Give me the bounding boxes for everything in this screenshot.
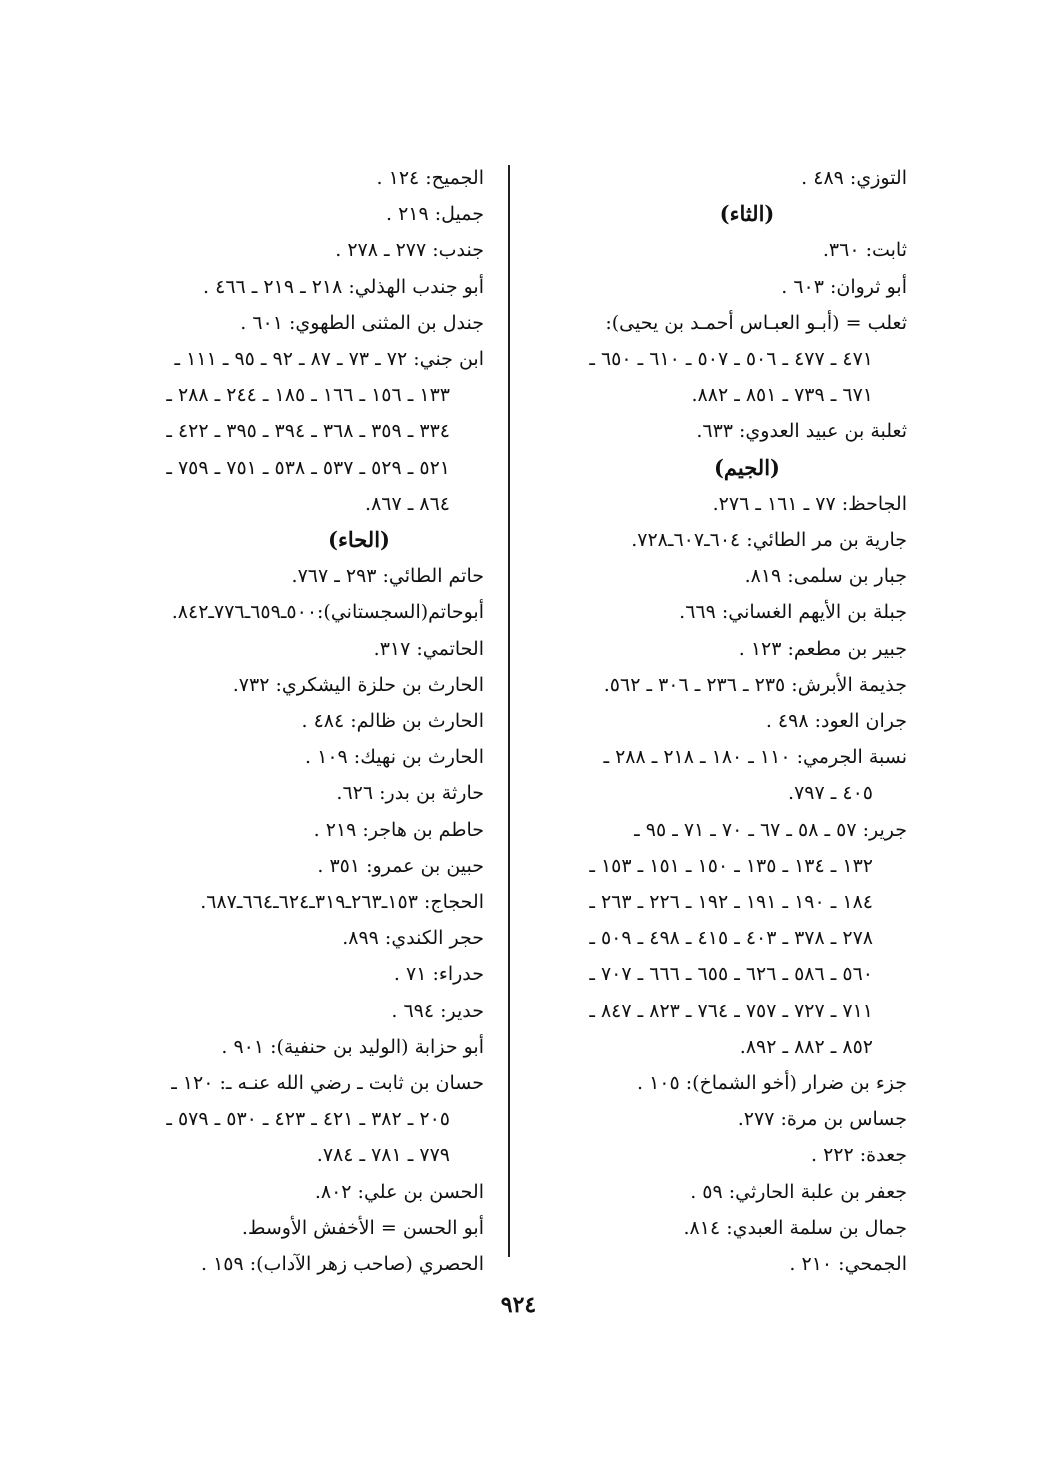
index-entry: جميل: ٢١٩ .	[385, 203, 484, 226]
index-entry: جران العود: ٤٩٨ .	[765, 710, 907, 733]
index-entry: الحارث بن ظالم: ٤٨٤ .	[301, 710, 484, 733]
index-entry: أبو حزابة (الوليد بن حنفية): ٩٠١ .	[221, 1035, 484, 1058]
index-entry-continuation: ٢٧٨ ـ ٣٧٨ ـ ٤٠٣ ـ ٤١٥ ـ ٤٩٨ ـ ٥٠٩ ـ	[589, 927, 873, 950]
index-entry: أبوحاتم(السجستاني):٥٠٠ـ٦٥٩ـ٧٧٦ـ٨٤٢.	[171, 601, 484, 624]
index-entry: الجمحي: ٢١٠ .	[789, 1253, 907, 1276]
index-entry: حبين بن عمرو: ٣٥١ .	[317, 854, 484, 877]
index-entry: حاتم الطائي: ٢٩٣ ـ ٧٦٧.	[291, 565, 484, 588]
index-entry-continuation: ٨٦٤ ـ ٨٦٧.	[365, 492, 450, 515]
index-entry: جبير بن مطعم: ١٢٣ .	[738, 637, 907, 660]
index-entry: أبو ثروان: ٦٠٣ .	[781, 275, 907, 298]
index-entry: جذيمة الأبرش: ٢٣٥ ـ ٢٣٦ ـ ٣٠٦ ـ ٥٦٢.	[603, 673, 907, 696]
index-entry-continuation: ٤٠٥ ـ ٧٩٧.	[788, 782, 873, 805]
column-divider	[508, 165, 510, 1257]
index-entry: الحارث بن نهيك: ١٠٩ .	[305, 746, 484, 769]
index-entry: حجر الكندي: ٨٩٩.	[342, 927, 484, 950]
index-entry: جزء بن ضرار (أخو الشماخ): ١٠٥ .	[636, 1072, 907, 1095]
index-entry: جارية بن مر الطائي: ٦٠٤ـ٦٠٧ـ٧٢٨.	[631, 529, 907, 552]
index-entry: أبو جندب الهذلي: ٢١٨ ـ ٢١٩ ـ ٤٦٦ .	[203, 275, 484, 298]
index-entry: جبلة بن الأيهم الغساني: ٦٦٩.	[679, 601, 907, 624]
index-entry-continuation: ٧٧٩ ـ ٧٨١ ـ ٧٨٤.	[316, 1144, 450, 1167]
index-entry: حدير: ٦٩٤ .	[391, 999, 484, 1022]
index-entry: جبار بن سلمى: ٨١٩.	[744, 565, 907, 588]
index-entry: حسان بن ثابت ـ رضي الله عنـه ـ: ١٢٠ ـ	[171, 1072, 484, 1095]
index-entry: حارثة بن بدر: ٦٢٦.	[336, 782, 484, 805]
index-entry: الحارث بن حلزة اليشكري: ٧٣٢.	[232, 673, 484, 696]
index-entry: الحسن بن علي: ٨٠٢.	[314, 1180, 484, 1203]
index-entry: ثابت: ٣٦٠.	[822, 239, 907, 262]
index-entry: أبو الحسن = الأخفش الأوسط.	[241, 1216, 484, 1239]
index-entry: جعدة: ٢٢٢ .	[811, 1144, 907, 1167]
index-entry: جعفر بن علبة الحارثي: ٥٩ .	[690, 1180, 907, 1203]
index-entry: الحجاج: ١٥٣ـ٢٦٣ـ٣١٩ـ٦٢٤ـ٦٦٤ـ٦٨٧.	[200, 891, 484, 914]
index-entry: الحاتمي: ٣١٧.	[373, 637, 484, 660]
index-entry-continuation: ٦٧١ ـ ٧٣٩ ـ ٨٥١ ـ ٨٨٢.	[691, 384, 873, 407]
index-entry-continuation: ٣٣٤ ـ ٣٥٩ ـ ٣٦٨ ـ ٣٩٤ ـ ٣٩٥ ـ ٤٢٢ ـ	[166, 420, 450, 443]
index-entry: الحصري (صاحب زهر الآداب): ١٥٩ .	[200, 1253, 484, 1276]
index-entry: ثعلبة بن عبيد العدوي: ٦٣٣.	[696, 420, 907, 443]
page-number: ٩٢٤	[500, 1292, 537, 1318]
index-entry: ثعلب = (أبـو العبـاس أحمـد بن يحيى):	[605, 311, 907, 334]
section-heading: (الجيم)	[714, 454, 780, 480]
index-entry: نسبة الجرمي: ١١٠ ـ ١٨٠ ـ ٢١٨ ـ ٢٨٨ ـ	[603, 746, 907, 769]
index-entry: جرير: ٥٧ ـ ٥٨ ـ ٦٧ ـ ٧٠ ـ ٧١ ـ ٩٥ ـ	[634, 818, 907, 841]
index-entry: جساس بن مرة: ٢٧٧.	[737, 1108, 907, 1131]
index-entry-continuation: ٥٦٠ ـ ٥٨٦ ـ ٦٢٦ ـ ٦٥٥ ـ ٦٦٦ ـ ٧٠٧ ـ	[589, 963, 873, 986]
index-entry-continuation: ٢٠٥ ـ ٣٨٢ ـ ٤٢١ ـ ٤٢٣ ـ ٥٣٠ ـ ٥٧٩ ـ	[166, 1108, 450, 1131]
index-entry: حاطم بن هاجر: ٢١٩ .	[313, 818, 484, 841]
index-entry: جندل بن المثنى الطهوي: ٦٠١ .	[240, 311, 484, 334]
section-heading: (الحاء)	[328, 527, 390, 553]
index-entry: الجاحظ: ٧٧ ـ ١٦١ ـ ٢٧٦.	[712, 492, 907, 515]
index-column-left	[104, 160, 484, 1282]
index-entry: حدراء: ٧١ .	[393, 963, 484, 986]
index-entry-continuation: ٤٧١ ـ ٤٧٧ ـ ٥٠٦ ـ ٥٠٧ ـ ٦١٠ ـ ٦٥٠ ـ	[589, 348, 873, 371]
section-heading: (الثاء)	[719, 201, 775, 227]
index-entry: جمال بن سلمة العبدي: ٨١٤.	[683, 1216, 907, 1239]
index-entry: التوزي: ٤٨٩ .	[801, 167, 907, 189]
index-entry-continuation: ١٨٤ ـ ١٩٠ ـ ١٩١ ـ ١٩٢ ـ ٢٢٦ ـ ٢٦٣ ـ	[589, 891, 873, 914]
index-entry-continuation: ١٣٢ ـ ١٣٤ ـ ١٣٥ ـ ١٥٠ ـ ١٥١ ـ ١٥٣ ـ	[589, 854, 873, 877]
index-entry-continuation: ٥٢١ ـ ٥٢٩ ـ ٥٣٧ ـ ٥٣٨ ـ ٧٥١ ـ ٧٥٩ ـ	[166, 456, 450, 479]
index-entry: الجميح: ١٢٤ .	[376, 167, 484, 189]
index-entry: جندب: ٢٧٧ ـ ٢٧٨ .	[335, 239, 484, 262]
index-entry: ابن جني: ٧٢ ـ ٧٣ ـ ٨٧ ـ ٩٢ ـ ٩٥ ـ ١١١ ـ	[174, 348, 484, 371]
index-entry-continuation: ٧١١ ـ ٧٢٧ ـ ٧٥٧ ـ ٧٦٤ ـ ٨٢٣ ـ ٨٤٧ ـ	[589, 999, 873, 1022]
index-column-right	[527, 160, 907, 1282]
index-entry-continuation: ١٣٣ ـ ١٥٦ ـ ١٦٦ ـ ١٨٥ ـ ٢٤٤ ـ ٢٨٨ ـ	[166, 384, 450, 407]
index-entry-continuation: ٨٥٢ ـ ٨٨٢ ـ ٨٩٢.	[739, 1035, 873, 1058]
